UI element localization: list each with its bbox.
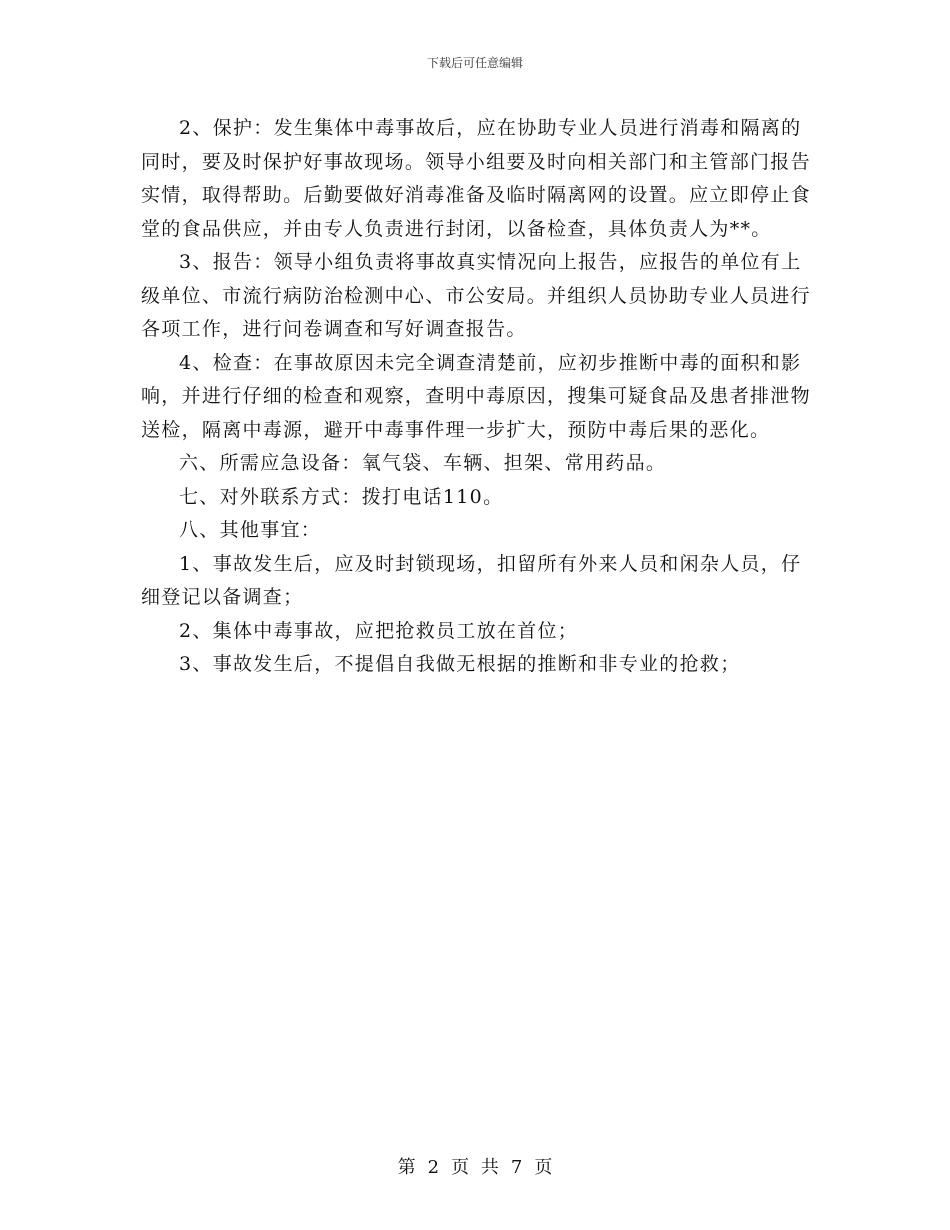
footer-prefix: 第 — [397, 1157, 416, 1178]
paragraph-contact: 七、对外联系方式：拨打电话110。 — [179, 485, 504, 508]
paragraph-other-matters: 八、其他事宜： — [179, 519, 322, 541]
footer-total-pages: 7 — [510, 1157, 523, 1178]
paragraph-inspection: 4、检查：在事故原因未完全调查清楚前，应初步推断中毒的面积和影响，并进行仔细的检查和观察，查明中毒原因，搜集可疑食品及患者排泄物送检，隔离中毒源，避开中毒事件理一步扩大，预防中毒后果的恶化。 — [141, 351, 811, 441]
footer-current-page: 2 — [427, 1157, 440, 1178]
footer-mid: 页 共 — [451, 1157, 499, 1178]
page-number-footer — [0, 1153, 950, 1179]
footer-suffix: 页 — [534, 1157, 553, 1178]
paragraph-item-3: 3、事故发生后，不提倡自我做无根据的推断和非专业的抢救； — [179, 653, 741, 675]
page-header-note: 下载后可任意编辑 — [426, 56, 523, 70]
document-body — [141, 112, 821, 682]
paragraph-item-1: 1、事故发生后，应及时封锁现场，扣留所有外来人员和闲杂人员，仔细登记以备调查； — [141, 552, 802, 608]
paragraph-item-2: 2、集体中毒事故，应把抢救员工放在首位； — [179, 619, 579, 642]
paragraph-report: 3、报告：领导小组负责将事故真实情况向上报告，应报告的单位有上级单位、市流行病防治检测中心、市公安局。并组织人员协助专业人员进行各项工作，进行问卷调查和写好调查报告。 — [141, 251, 811, 340]
paragraph-protection: 2、保护：发生集体中毒事故后，应在协助专业人员进行消毒和隔离的同时，要及时保护好事故现场。领导小组要及时向相关部门和主管部门报告实情，取得帮助。后勤要做好消毒准备及临时隔离网的设置。应立即停止食堂的食品供应，并由专人负责进行封闭，以备检查，具体负责人为**。 — [141, 117, 811, 240]
paragraph-equipment: 六、所需应急设备：氧气袋、车辆、担架、常用药品。 — [179, 452, 667, 474]
